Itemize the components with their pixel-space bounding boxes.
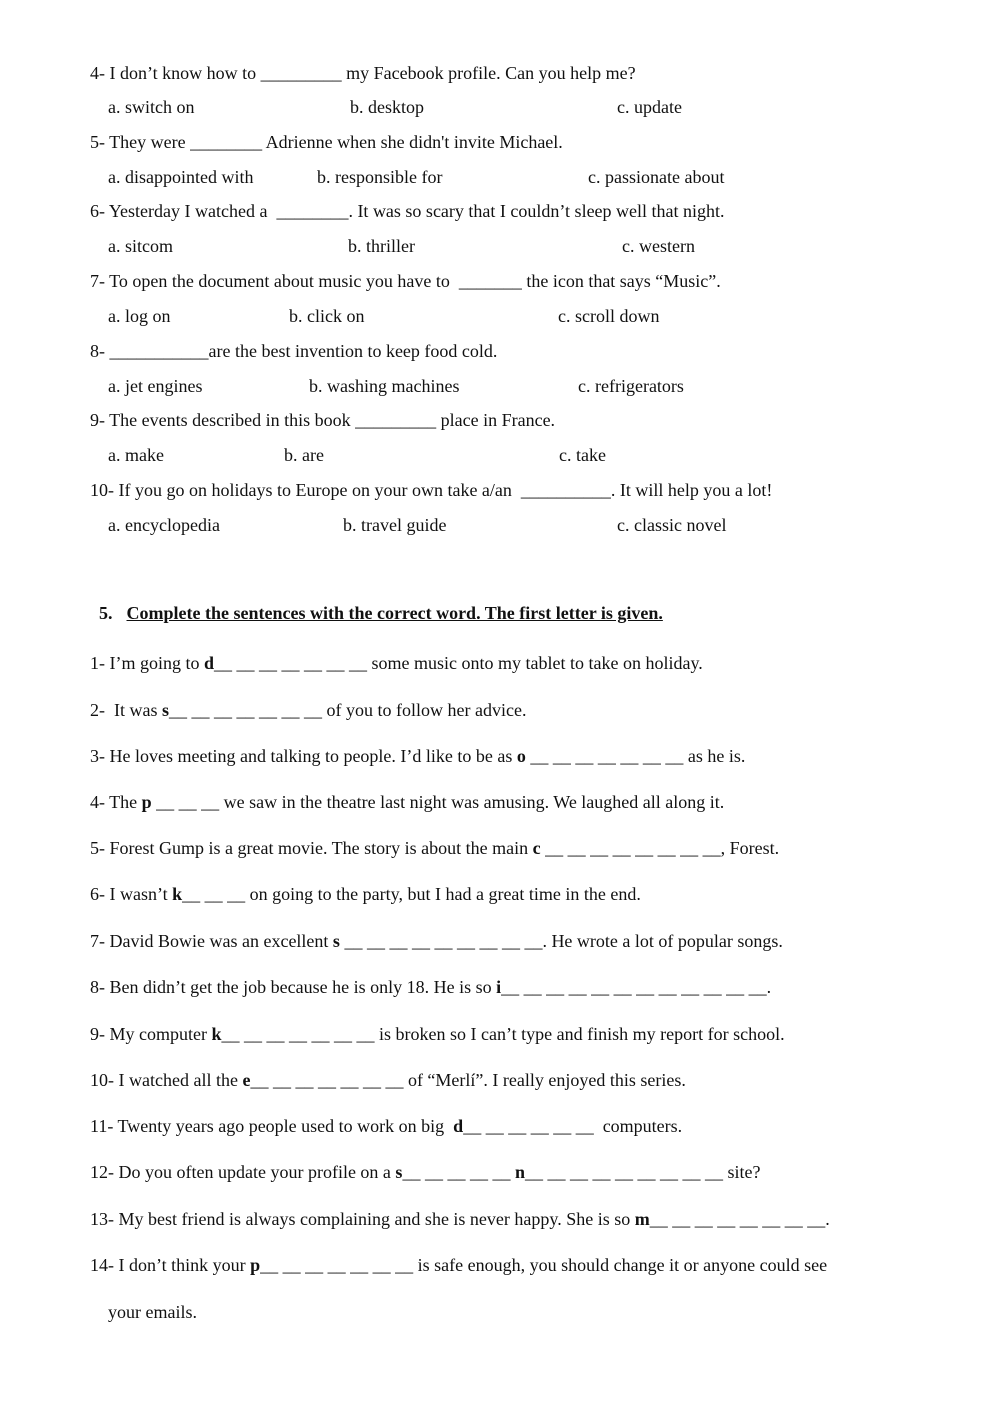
section-5-heading [90,582,663,624]
first-letter: s [395,1162,403,1182]
option-c[interactable]: c. passionate about [588,167,725,187]
fill-item-10 [90,1069,686,1091]
item-text: 5- Forest Gump is a great movie. The story is about the main [90,838,533,858]
mcq-options-7 [0,305,1000,327]
mcq-options-10 [0,514,1000,536]
fill-item-14-continuation: your emails. [108,1302,197,1322]
first-letter: s [332,931,340,951]
mcq-question-5: 5- They were ________ Adrienne when she didn't invite Michael. [90,132,563,152]
item-text: 11- Twenty years ago people used to work on big [90,1116,454,1136]
first-letter: e [242,1070,251,1090]
item-text: 6- I wasn’t [90,884,173,904]
option-b[interactable]: b. travel guide [343,515,447,535]
item-text: 13- My best friend is always complaining and she is never happy. She is so [90,1209,635,1229]
fill-item-2 [90,699,526,721]
item-blank-text[interactable]: __ __ __ __ __ __ computers. [463,1116,683,1136]
item-blank-text[interactable]: __ __ __ on going to the party, but I had a great time in the end. [182,884,641,904]
option-b[interactable]: b. responsible for [317,167,443,187]
first-letter: c [532,838,541,858]
item-text: 7- David Bowie was an excellent [90,931,333,951]
option-c[interactable]: c. scroll down [558,306,660,326]
mcq-options-4 [0,96,1000,118]
mcq-options-5 [0,166,1000,188]
first-letter: k [172,884,183,904]
option-c[interactable]: c. take [559,445,606,465]
item-blank-text[interactable]: __ __ __ __ __ __ __ is broken so I can’t type and finish my report for school. [221,1024,785,1044]
mcq-question-7: 7- To open the document about music you have to _______ the icon that says “Music”. [90,271,721,291]
item-blank-text[interactable]: __ __ __ __ __ __ __ __ __ __ __ __. [501,977,772,997]
option-b[interactable]: b. washing machines [309,376,460,396]
fill-item-8 [90,976,771,998]
item-text: 2- It was [90,700,162,720]
item-blank-text[interactable]: __ __ __ __ __ [402,1162,515,1182]
section-number: 5. [99,603,113,623]
fill-item-12 [90,1161,760,1183]
item-text: 8- Ben didn’t get the job because he is only 18. He is so [90,977,497,997]
mcq-options-6 [0,235,1000,257]
item-text: 9- My computer [90,1024,212,1044]
first-letter: s [161,700,169,720]
fill-item-13 [90,1208,830,1230]
section-title: Complete the sentences with the correct word. The first letter is given. [126,603,663,623]
mcq-options-8 [0,375,1000,397]
option-a[interactable]: a. jet engines [108,376,203,396]
fill-item-11 [90,1115,682,1137]
item-text: 1- I’m going to [90,653,204,673]
mcq-question-8: 8- ___________are the best invention to keep food cold. [90,341,498,361]
item-blank-text-2[interactable]: __ __ __ __ __ __ __ __ __ site? [524,1162,761,1182]
option-b[interactable]: b. desktop [350,97,424,117]
fill-item-14 [90,1254,827,1276]
fill-item-9 [90,1023,785,1045]
item-blank-text[interactable]: __ __ __ __ __ __ __ __ __. He wrote a lot of popular songs. [339,931,783,951]
option-c[interactable]: c. refrigerators [578,376,684,396]
fill-item-3 [90,745,745,767]
item-text: 12- Do you often update your profile on a [90,1162,396,1182]
option-b[interactable]: b. are [284,445,324,465]
item-text: 14- I don’t think your [90,1255,251,1275]
mcq-question-9: 9- The events described in this book _________ place in France. [90,410,556,430]
option-a[interactable]: a. make [108,445,164,465]
first-letter: m [634,1209,650,1229]
option-a[interactable]: a. log on [108,306,171,326]
mcq-question-4: 4- I don’t know how to _________ my Facebook profile. Can you help me? [90,63,636,83]
item-blank-text[interactable]: __ __ __ __ __ __ __ some music onto my tablet to take on holiday. [214,653,703,673]
item-blank-text[interactable]: __ __ __ __ __ __ __ of “Merlí”. I really enjoyed this series. [250,1070,686,1090]
option-c[interactable]: c. update [617,97,682,117]
option-b[interactable]: b. click on [289,306,365,326]
first-letter: d [204,653,215,673]
item-blank-text[interactable]: __ __ __ __ __ __ __ as he is. [525,746,746,766]
fill-item-1 [90,652,703,674]
second-first-letter: n [514,1162,525,1182]
first-letter: k [211,1024,222,1044]
mcq-options-9 [0,444,1000,466]
item-text: 10- I watched all the [90,1070,243,1090]
first-letter: i [496,977,502,997]
option-a[interactable]: a. disappointed with [108,167,254,187]
option-b[interactable]: b. thriller [348,236,415,256]
first-letter: o [516,746,526,766]
option-a[interactable]: a. switch on [108,97,195,117]
fill-item-6 [90,883,641,905]
option-a[interactable]: a. encyclopedia [108,515,220,535]
first-letter: p [250,1255,261,1275]
fill-item-5 [90,837,779,859]
item-blank-text[interactable]: __ __ __ __ __ __ __ of you to follow her advice. [169,700,527,720]
item-text: 4- The [90,792,142,812]
option-c[interactable]: c. western [622,236,695,256]
mcq-question-10: 10- If you go on holidays to Europe on your own take a/an __________. It will help you a lot! [90,480,773,500]
fill-item-7 [90,930,783,952]
item-text: 3- He loves meeting and talking to people. I’d like to be as [90,746,517,766]
item-blank-text[interactable]: __ __ __ __ __ __ __ is safe enough, you should change it or anyone could see [260,1255,828,1275]
item-blank-text[interactable]: __ __ __ we saw in the theatre last night was amusing. We laughed all along it. [151,792,725,812]
option-c[interactable]: c. classic novel [617,515,727,535]
first-letter: d [453,1116,464,1136]
first-letter: p [141,792,152,812]
fill-item-4 [90,791,724,813]
option-a[interactable]: a. sitcom [108,236,173,256]
item-blank-text[interactable]: __ __ __ __ __ __ __ __, Forest. [540,838,780,858]
item-blank-text[interactable]: __ __ __ __ __ __ __ __. [649,1209,830,1229]
mcq-question-6: 6- Yesterday I watched a ________. It was so scary that I couldn’t sleep well that night. [90,201,725,221]
